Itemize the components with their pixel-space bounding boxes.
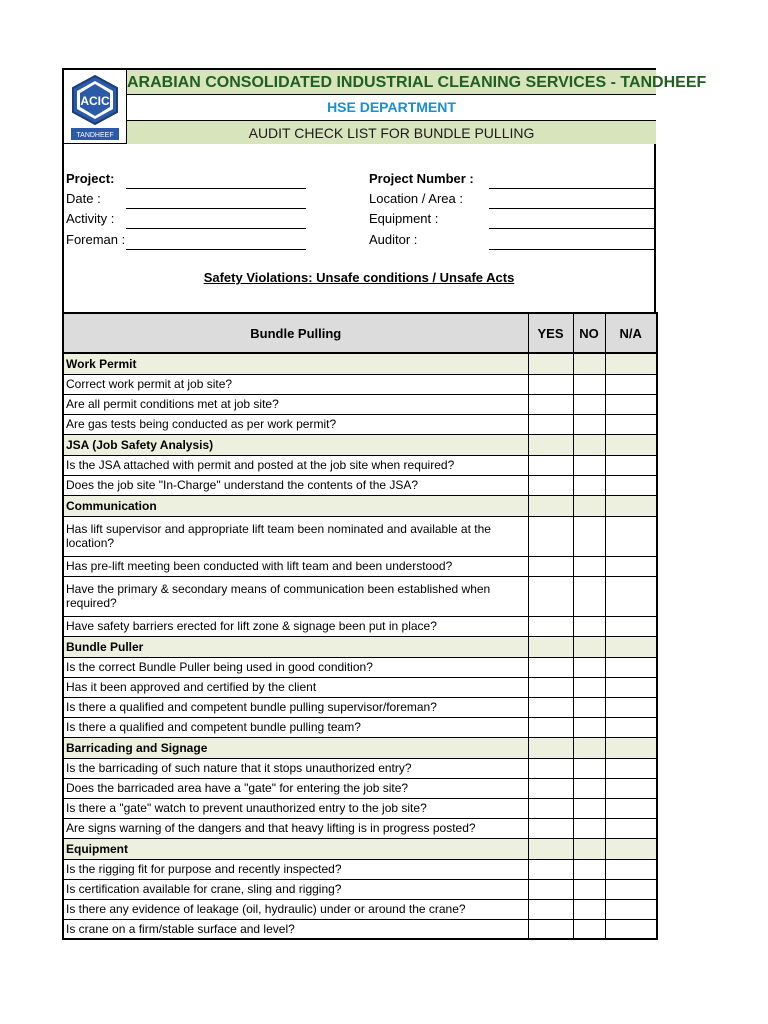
na-checkbox-cell[interactable]: [605, 798, 657, 818]
project-number-label: Project Number :: [369, 171, 474, 186]
project-label: Project:: [66, 171, 115, 186]
location-field[interactable]: [489, 208, 654, 209]
date-label: Date :: [66, 191, 101, 206]
yes-checkbox-cell[interactable]: [528, 919, 573, 939]
question-text: Is the correct Bundle Puller being used in good condition?: [63, 657, 528, 677]
section-row: [63, 353, 657, 374]
na-checkbox-cell[interactable]: [605, 657, 657, 677]
na-checkbox-cell: [605, 636, 657, 657]
na-checkbox-cell[interactable]: [605, 677, 657, 697]
question-row: [63, 879, 657, 899]
yes-checkbox-cell[interactable]: [528, 394, 573, 414]
checklist-sheet: [62, 68, 707, 944]
question-text: Has it been approved and certified by the client: [63, 677, 528, 697]
yes-checkbox-cell[interactable]: [528, 455, 573, 475]
no-checkbox-cell[interactable]: [573, 616, 605, 636]
yes-checkbox-cell[interactable]: [528, 616, 573, 636]
yes-checkbox-cell[interactable]: [528, 556, 573, 576]
yes-checkbox-cell[interactable]: [528, 697, 573, 717]
yes-checkbox-cell[interactable]: [528, 717, 573, 737]
no-checkbox-cell[interactable]: [573, 798, 605, 818]
column-header-na: N/A: [605, 313, 657, 353]
auditor-label: Auditor :: [369, 232, 418, 247]
no-checkbox-cell[interactable]: [573, 919, 605, 939]
yes-checkbox-cell: [528, 495, 573, 516]
na-checkbox-cell: [605, 838, 657, 859]
na-checkbox-cell[interactable]: [605, 697, 657, 717]
location-label: Location / Area :: [369, 191, 463, 206]
na-checkbox-cell[interactable]: [605, 879, 657, 899]
question-row: [63, 657, 657, 677]
question-text: Are gas tests being conducted as per work permit?: [63, 414, 528, 434]
no-checkbox-cell[interactable]: [573, 414, 605, 434]
na-checkbox-cell[interactable]: [605, 616, 657, 636]
department-name: HSE DEPARTMENT: [126, 95, 656, 120]
no-checkbox-cell[interactable]: [573, 516, 605, 556]
na-checkbox-cell: [605, 353, 657, 374]
question-text: Is the rigging fit for purpose and recently inspected?: [63, 859, 528, 879]
no-checkbox-cell[interactable]: [573, 778, 605, 798]
table-header-row: [63, 313, 657, 353]
activity-field[interactable]: [126, 228, 306, 229]
question-text: Correct work permit at job site?: [63, 374, 528, 394]
na-checkbox-cell[interactable]: [605, 556, 657, 576]
question-row: [63, 516, 657, 556]
question-row: [63, 859, 657, 879]
section-row: [63, 838, 657, 859]
no-checkbox-cell[interactable]: [573, 677, 605, 697]
na-checkbox-cell[interactable]: [605, 758, 657, 778]
question-text: Are signs warning of the dangers and that heavy lifting is in progress posted?: [63, 818, 528, 838]
yes-checkbox-cell[interactable]: [528, 778, 573, 798]
yes-checkbox-cell[interactable]: [528, 879, 573, 899]
project-number-field[interactable]: [489, 188, 654, 189]
question-text: Is the JSA attached with permit and posted at the job site when required?: [63, 455, 528, 475]
na-checkbox-cell[interactable]: [605, 394, 657, 414]
yes-checkbox-cell[interactable]: [528, 576, 573, 616]
yes-checkbox-cell[interactable]: [528, 657, 573, 677]
question-text: Is there a qualified and competent bundle pulling team?: [63, 717, 528, 737]
column-header-yes: YES: [528, 313, 573, 353]
na-checkbox-cell: [605, 495, 657, 516]
foreman-label: Foreman :: [66, 232, 126, 247]
yes-checkbox-cell[interactable]: [528, 818, 573, 838]
question-row: [63, 455, 657, 475]
company-logo: [64, 70, 126, 144]
equipment-field[interactable]: [489, 228, 654, 229]
yes-checkbox-cell: [528, 434, 573, 455]
section-title: Work Permit: [63, 353, 528, 374]
column-header-no: NO: [573, 313, 605, 353]
yes-checkbox-cell[interactable]: [528, 414, 573, 434]
no-checkbox-cell[interactable]: [573, 818, 605, 838]
na-checkbox-cell[interactable]: [605, 919, 657, 939]
question-text: Does the barricaded area have a "gate" for entering the job site?: [63, 778, 528, 798]
yes-checkbox-cell: [528, 636, 573, 657]
no-checkbox-cell[interactable]: [573, 879, 605, 899]
na-checkbox-cell[interactable]: [605, 859, 657, 879]
activity-label: Activity :: [66, 211, 115, 226]
na-checkbox-cell[interactable]: [605, 717, 657, 737]
company-name: ARABIAN CONSOLIDATED INDUSTRIAL CLEANING SERVICES - TANDHEEF: [126, 70, 656, 95]
question-row: [63, 717, 657, 737]
question-row: [63, 919, 657, 939]
na-checkbox-cell[interactable]: [605, 475, 657, 495]
question-text: Does the job site "In-Charge" understand the contents of the JSA?: [63, 475, 528, 495]
document-title: AUDIT CHECK LIST FOR BUNDLE PULLING: [126, 120, 656, 144]
yes-checkbox-cell[interactable]: [528, 374, 573, 394]
question-text: Are all permit conditions met at job site?: [63, 394, 528, 414]
yes-checkbox-cell: [528, 737, 573, 758]
section-title: Equipment: [63, 838, 528, 859]
na-checkbox-cell[interactable]: [605, 374, 657, 394]
question-row: [63, 374, 657, 394]
no-checkbox-cell: [573, 838, 605, 859]
na-checkbox-cell[interactable]: [605, 899, 657, 919]
no-checkbox-cell[interactable]: [573, 394, 605, 414]
safety-violations-heading: Safety Violations: Unsafe conditions / Unsafe Acts: [203, 270, 515, 285]
question-text: Has lift supervisor and appropriate lift team been nominated and available at the location?: [63, 516, 528, 556]
yes-checkbox-cell[interactable]: [528, 677, 573, 697]
question-row: [63, 616, 657, 636]
auditor-field[interactable]: [489, 249, 654, 250]
project-field[interactable]: [126, 188, 306, 189]
checklist-table: [62, 312, 658, 940]
section-row: [63, 434, 657, 455]
question-text: Have the primary & secondary means of communication been established when required?: [63, 576, 528, 616]
section-title: Barricading and Signage: [63, 737, 528, 758]
na-checkbox-cell[interactable]: [605, 818, 657, 838]
question-row: [63, 899, 657, 919]
section-title: Communication: [63, 495, 528, 516]
project-info: [62, 144, 656, 312]
yes-checkbox-cell[interactable]: [528, 798, 573, 818]
question-row: [63, 798, 657, 818]
question-row: [63, 818, 657, 838]
question-text: Have safety barriers erected for lift zone & signage been put in place?: [63, 616, 528, 636]
no-checkbox-cell[interactable]: [573, 899, 605, 919]
section-title: Bundle Puller: [63, 636, 528, 657]
section-title: JSA (Job Safety Analysis): [63, 434, 528, 455]
question-row: [63, 414, 657, 434]
question-row: [63, 697, 657, 717]
section-row: [63, 737, 657, 758]
na-checkbox-cell[interactable]: [605, 414, 657, 434]
no-checkbox-cell: [573, 495, 605, 516]
no-checkbox-cell[interactable]: [573, 859, 605, 879]
no-checkbox-cell[interactable]: [573, 455, 605, 475]
question-text: Has pre-lift meeting been conducted with lift team and been understood?: [63, 556, 528, 576]
yes-checkbox-cell[interactable]: [528, 758, 573, 778]
question-text: Is there a "gate" watch to prevent unauthorized entry to the job site?: [63, 798, 528, 818]
no-checkbox-cell[interactable]: [573, 556, 605, 576]
question-row: [63, 758, 657, 778]
yes-checkbox-cell[interactable]: [528, 859, 573, 879]
no-checkbox-cell[interactable]: [573, 475, 605, 495]
column-header-item: Bundle Pulling: [63, 313, 528, 353]
no-checkbox-cell: [573, 737, 605, 758]
na-checkbox-cell[interactable]: [605, 455, 657, 475]
question-row: [63, 556, 657, 576]
no-checkbox-cell[interactable]: [573, 374, 605, 394]
question-row: [63, 677, 657, 697]
yes-checkbox-cell[interactable]: [528, 516, 573, 556]
logo-text: ACIC: [80, 94, 110, 108]
section-row: [63, 636, 657, 657]
no-checkbox-cell: [573, 636, 605, 657]
no-checkbox-cell[interactable]: [573, 758, 605, 778]
date-field[interactable]: [126, 208, 306, 209]
no-checkbox-cell[interactable]: [573, 717, 605, 737]
question-text: Is crane on a firm/stable surface and level?: [63, 919, 528, 939]
yes-checkbox-cell[interactable]: [528, 475, 573, 495]
question-text: Is the barricading of such nature that it stops unauthorized entry?: [63, 758, 528, 778]
yes-checkbox-cell[interactable]: [528, 899, 573, 919]
no-checkbox-cell[interactable]: [573, 576, 605, 616]
no-checkbox-cell: [573, 434, 605, 455]
question-row: [63, 576, 657, 616]
na-checkbox-cell: [605, 434, 657, 455]
na-checkbox-cell[interactable]: [605, 576, 657, 616]
logo-subtext: TANDHEEF: [76, 132, 114, 139]
no-checkbox-cell: [573, 353, 605, 374]
question-row: [63, 394, 657, 414]
header: [62, 68, 707, 144]
foreman-field[interactable]: [126, 249, 306, 250]
no-checkbox-cell[interactable]: [573, 697, 605, 717]
na-checkbox-cell[interactable]: [605, 516, 657, 556]
na-checkbox-cell: [605, 737, 657, 758]
question-text: Is there any evidence of leakage (oil, hydraulic) under or around the crane?: [63, 899, 528, 919]
yes-checkbox-cell: [528, 838, 573, 859]
section-row: [63, 495, 657, 516]
question-text: Is certification available for crane, sling and rigging?: [63, 879, 528, 899]
question-text: Is there a qualified and competent bundle pulling supervisor/foreman?: [63, 697, 528, 717]
question-row: [63, 778, 657, 798]
na-checkbox-cell[interactable]: [605, 778, 657, 798]
no-checkbox-cell[interactable]: [573, 657, 605, 677]
yes-checkbox-cell: [528, 353, 573, 374]
equipment-label: Equipment :: [369, 211, 439, 226]
question-row: [63, 475, 657, 495]
